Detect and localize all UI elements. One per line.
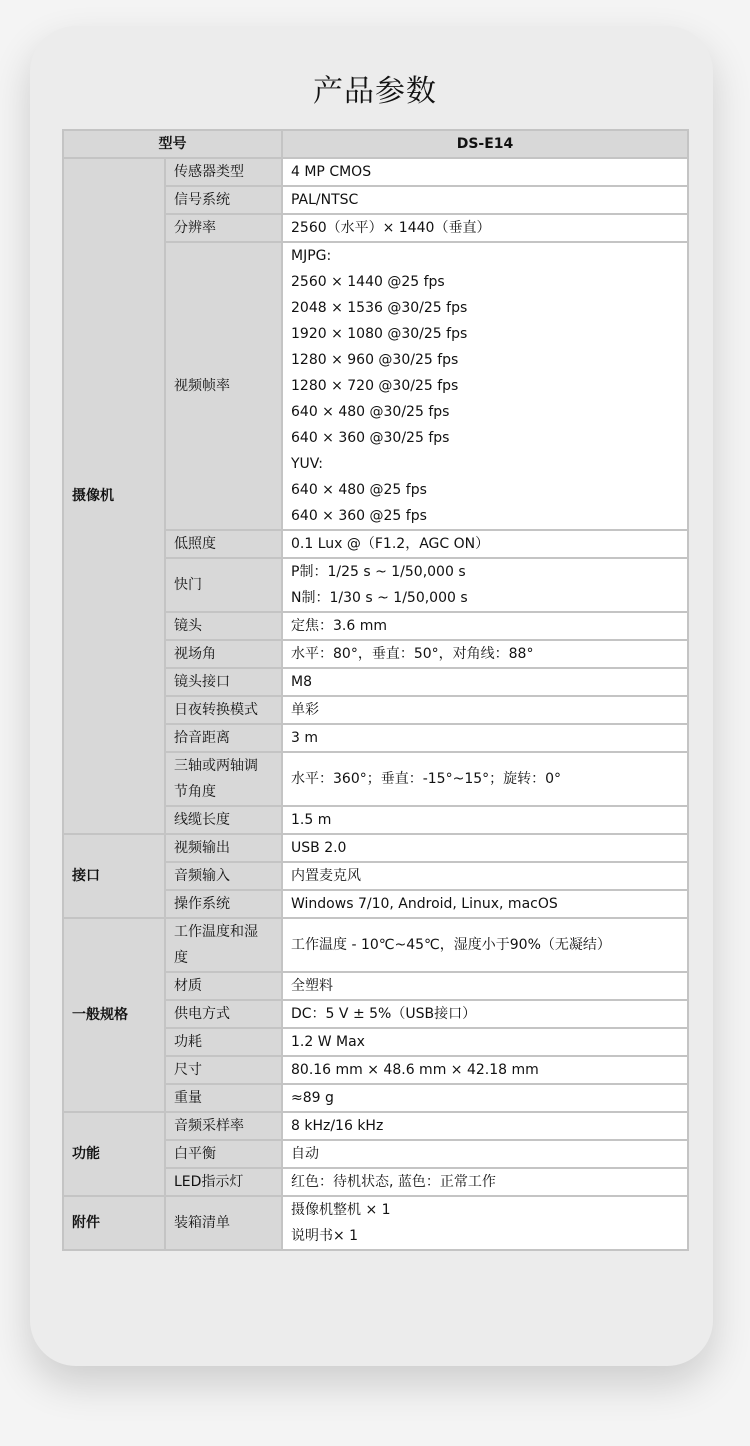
param-label: 低照度 (165, 530, 282, 558)
param-value-multiline (282, 1196, 688, 1250)
param-value-multiline (282, 558, 688, 612)
param-value: 2560（水平）× 1440（垂直） (282, 214, 688, 242)
value-line: 640 × 480 @30/25 fps (291, 404, 450, 420)
value-line: P制：1/25 s ~ 1/50,000 s (291, 564, 466, 580)
param-label: 镜头接口 (165, 668, 282, 696)
model-value: DS-E14 (282, 130, 688, 158)
param-label: 信号系统 (165, 186, 282, 214)
param-value: 水平：80°，垂直：50°，对角线：88° (282, 640, 688, 668)
param-value: ≈89 g (282, 1084, 688, 1112)
param-value: DC：5 V ± 5%（USB接口） (282, 1000, 688, 1028)
label-line: 节角度 (174, 784, 216, 800)
param-value: 水平：360°；垂直：-15°~15°；旋转：0° (282, 752, 688, 806)
param-value: 自动 (282, 1140, 688, 1168)
param-value: 3 m (282, 724, 688, 752)
table-row (63, 1112, 688, 1140)
param-value: 全塑料 (282, 972, 688, 1000)
group-general: 一般规格 (63, 918, 165, 1112)
param-value: PAL/NTSC (282, 186, 688, 214)
param-value: 红色：待机状态, 蓝色：正常工作 (282, 1168, 688, 1196)
table-row (63, 1196, 688, 1250)
param-value: 0.1 Lux @（F1.2，AGC ON） (282, 530, 688, 558)
param-value: 4 MP CMOS (282, 158, 688, 186)
value-line: 640 × 480 @25 fps (291, 482, 427, 498)
param-value: 内置麦克风 (282, 862, 688, 890)
value-line: 1920 × 1080 @30/25 fps (291, 326, 468, 342)
param-label: 音频输入 (165, 862, 282, 890)
param-label: 视频输出 (165, 834, 282, 862)
model-label: 型号 (63, 130, 282, 158)
param-label: 操作系统 (165, 890, 282, 918)
param-value: Windows 7/10, Android, Linux, macOS (282, 890, 688, 918)
value-line: N制：1/30 s ~ 1/50,000 s (291, 590, 468, 606)
param-label-multiline (165, 918, 282, 972)
value-line: 2560 × 1440 @25 fps (291, 274, 445, 290)
spec-table (62, 129, 689, 1251)
param-value: 1.5 m (282, 806, 688, 834)
value-line: 摄像机整机 × 1 (291, 1202, 391, 1218)
param-value: USB 2.0 (282, 834, 688, 862)
param-value: 单彩 (282, 696, 688, 724)
param-label: 白平衡 (165, 1140, 282, 1168)
param-label: 分辨率 (165, 214, 282, 242)
table-row (63, 834, 688, 862)
param-label: 装箱清单 (165, 1196, 282, 1250)
value-line: MJPG: (291, 248, 332, 264)
value-line: 说明书× 1 (291, 1228, 359, 1244)
table-row (63, 918, 688, 972)
group-function: 功能 (63, 1112, 165, 1196)
param-label: LED指示灯 (165, 1168, 282, 1196)
param-label: 视频帧率 (165, 242, 282, 530)
param-label: 功耗 (165, 1028, 282, 1056)
label-line: 工作温度和湿 (174, 924, 258, 940)
param-label: 快门 (165, 558, 282, 612)
param-label: 传感器类型 (165, 158, 282, 186)
label-line: 三轴或两轴调 (174, 758, 258, 774)
label-line: 度 (174, 950, 188, 966)
table-row (63, 158, 688, 186)
group-camera: 摄像机 (63, 158, 165, 834)
param-label: 音频采样率 (165, 1112, 282, 1140)
param-label: 日夜转换模式 (165, 696, 282, 724)
param-value: 1.2 W Max (282, 1028, 688, 1056)
value-line: 1280 × 960 @30/25 fps (291, 352, 459, 368)
value-line: 640 × 360 @30/25 fps (291, 430, 450, 446)
param-value: 工作温度 - 10℃~45℃，湿度小于90%（无凝结） (282, 918, 688, 972)
value-line: 2048 × 1536 @30/25 fps (291, 300, 468, 316)
value-line: 1280 × 720 @30/25 fps (291, 378, 459, 394)
group-interface: 接口 (63, 834, 165, 918)
group-accessories: 附件 (63, 1196, 165, 1250)
param-value: 定焦：3.6 mm (282, 612, 688, 640)
param-label: 尺寸 (165, 1056, 282, 1084)
param-label: 材质 (165, 972, 282, 1000)
param-label: 镜头 (165, 612, 282, 640)
param-label: 线缆长度 (165, 806, 282, 834)
param-label: 视场角 (165, 640, 282, 668)
value-line: YUV: (291, 456, 323, 472)
param-label-multiline (165, 752, 282, 806)
param-value: 8 kHz/16 kHz (282, 1112, 688, 1140)
param-value: 80.16 mm × 48.6 mm × 42.18 mm (282, 1056, 688, 1084)
value-line: 640 × 360 @25 fps (291, 508, 427, 524)
param-value: M8 (282, 668, 688, 696)
param-label: 拾音距离 (165, 724, 282, 752)
page-title: 产品参数 (313, 74, 437, 109)
param-value-multiline (282, 242, 688, 530)
param-label: 供电方式 (165, 1000, 282, 1028)
table-header-row (63, 130, 688, 158)
param-label: 重量 (165, 1084, 282, 1112)
